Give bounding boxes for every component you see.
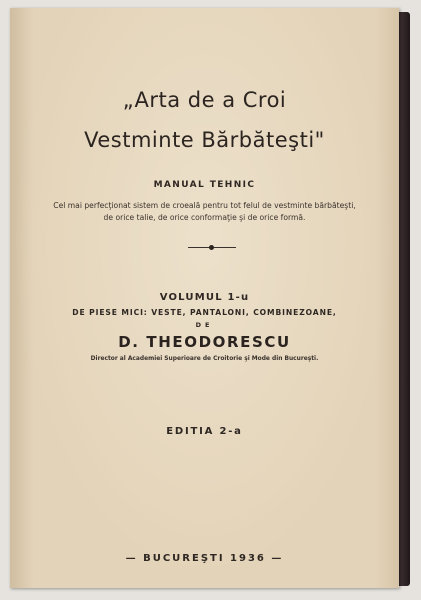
description-line-1: Cel mai perfecţionat sistem de croeală pentru tot felul de vestminte bărbăteşti,	[53, 201, 356, 210]
book-title-line-2: Vestminte Bărbăteşti"	[84, 128, 325, 152]
divider-ornament	[188, 245, 236, 251]
imprint-label: — BUCUREŞTI 1936 —	[125, 553, 284, 564]
divider-dot-icon	[209, 245, 214, 250]
book-description	[10, 200, 399, 224]
book-subtitle: MANUAL TEHNIC	[153, 180, 256, 190]
series-label: DE PIESE MICI: VESTE, PANTALONI, COMBINEZOANE,	[72, 308, 337, 317]
book-title-line-1: „Arta de a Croi	[122, 88, 287, 112]
by-label: DE	[195, 321, 214, 329]
volume-label: VOLUMUL 1-u	[159, 292, 250, 303]
description-line-2: de orice talie, de orice conformaţie şi de orice formă.	[103, 213, 306, 222]
title-page	[10, 8, 399, 588]
author-role: Director al Academiei Superioare de Croitorie şi Mode din Bucureşti.	[90, 356, 319, 362]
author-name: D. THEODORESCU	[118, 333, 291, 351]
edition-label: EDITIA 2-a	[166, 426, 243, 437]
